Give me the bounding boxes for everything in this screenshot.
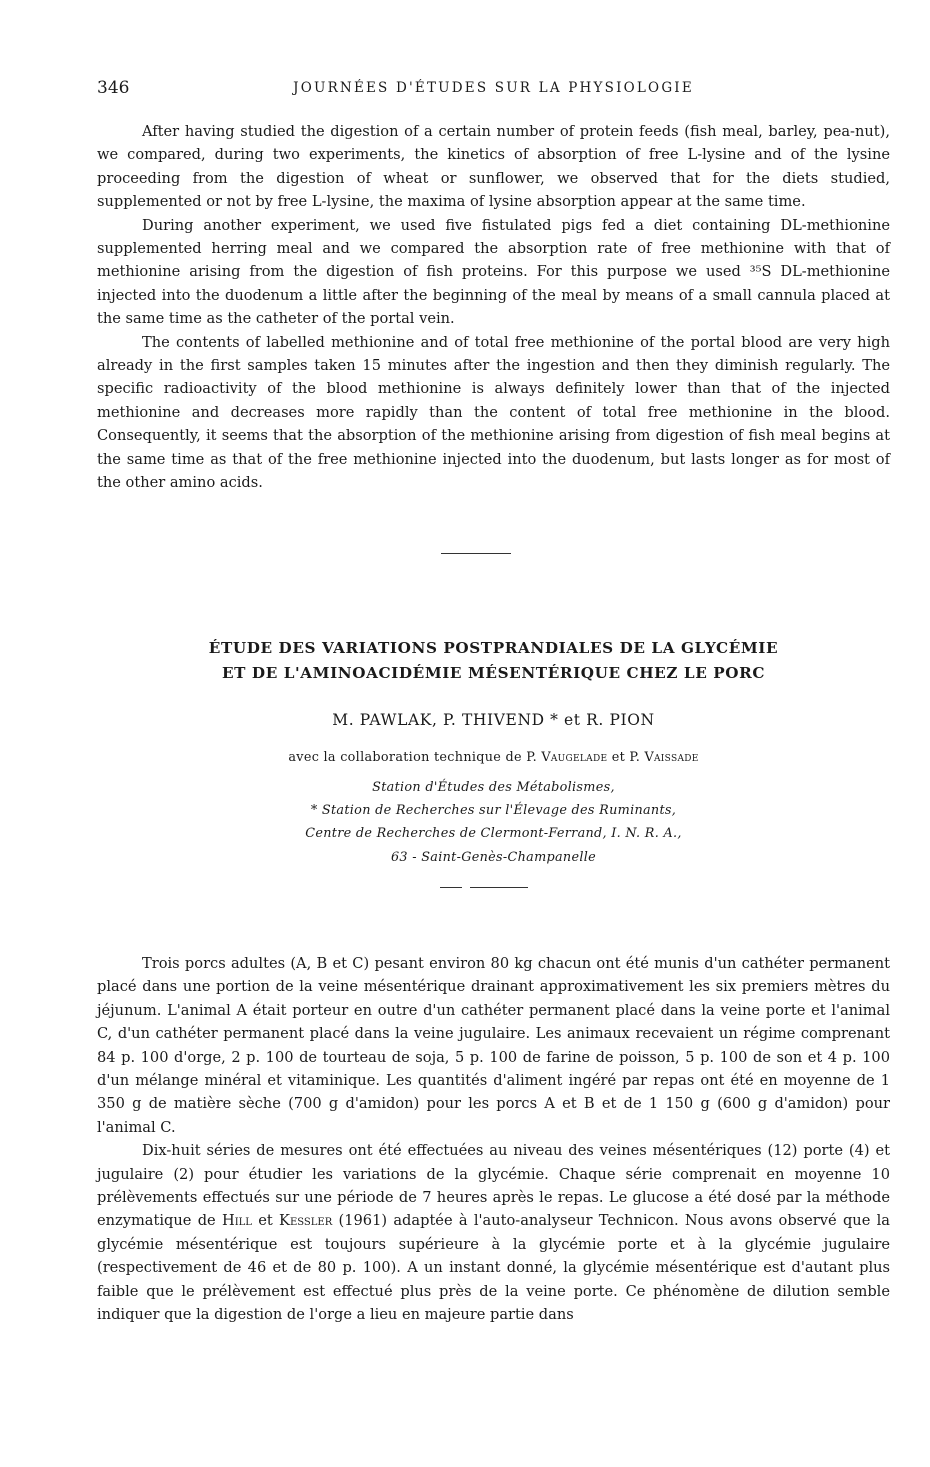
running-head: [97, 78, 890, 102]
title-line: ÉTUDE DES VARIATIONS POSTPRANDIALES DE LA GLYCÉMIE: [208, 639, 779, 657]
collaborator-name: Vaissade: [644, 750, 699, 765]
page-number: 346: [97, 78, 130, 98]
text-run: (1961) adaptée à l'auto-analyseur Technicon. Nous avons observé que la glycémie mésentérique est toujours supérieure à la glycémie porte et à la glycémie jugulaire (respectivement de 46 et de 80 p. 100). A un instant donné, la glycémie mésentérique est d'autant plus faible que le prélèvement est effectué plus près de la veine porte. Ce phénomène de dilution semble indiquer que la digestion de l'orge a lieu en majeure partie dans: [97, 1212, 890, 1324]
reference-author: Kessler: [279, 1212, 333, 1230]
affiliation-line: Centre de Recherches de Clermont-Ferrand, I. N. R. A.,: [305, 826, 682, 842]
reference-author: Hill: [221, 1212, 252, 1230]
header-divider: [440, 887, 528, 891]
paragraph: The contents of labelled methionine and of total free methionine of the portal blood are very high already in the first samples taken 15 minutes after the ingestion and then they diminish regularly. The specific radioactivity of the blood methionine is always definitely lower than that of the injected methionine and decreases more rapidly than the content of total free methionine in the blood. Consequently, it seems that the absorption of the methionine arising from digestion of fish meal begins at the same time as that of the free methionine injected into the duodenum, but lasts longer as for most of the other amino acids.: [97, 333, 890, 492]
affiliation-line: Station d'Études des Métabolismes,: [372, 780, 615, 795]
collaborator-name: Vaugelade: [541, 750, 608, 765]
section-divider: [441, 553, 511, 554]
article-title: [97, 636, 890, 686]
paragraph: After having studied the digestion of a certain number of protein feeds (fish meal, barley, pea-nut), we compared, during two experiments, the kinetics of absorption of free L-lysine and of the lysine proceeding from the digestion of wheat or sunflower, we observed that for the diets studied, supplemented or not by free L-lysine, the maxima of lysine absorption appear at the same time.: [97, 123, 890, 211]
affiliation-line: * Station de Recherches sur l'Élevage des Ruminants,: [310, 803, 677, 819]
collab-mid: et P.: [607, 750, 645, 765]
text-run: Dix-huit séries de mesures ont été effectuées au niveau des veines mésentériques (12) porte (4) et jugulaire (2) pour étudier les variations de la glycémie. Chaque série comprenait en moyenne 10 prélèvements effectués sur une période de 7 heures après le repas. Le glucose a été dosé par la méthode enzymatique de: [97, 1142, 890, 1230]
collab-prefix: avec la collaboration technique de P.: [288, 750, 542, 765]
english-abstract: [97, 120, 890, 495]
affiliation-line: 63 - Saint-Genès-Champanelle: [390, 849, 597, 865]
text-run: et: [251, 1212, 280, 1230]
paragraph: [97, 1139, 890, 1326]
affiliations: [97, 776, 890, 869]
technical-collaboration: [97, 750, 890, 765]
journal-title: JOURNÉES D'ÉTUDES SUR LA PHYSIOLOGIE: [293, 80, 694, 96]
authors: M. PAWLAK, P. THIVEND * et R. PION: [332, 711, 655, 729]
paragraph: During another experiment, we used five fistulated pigs fed a diet containing DL-methionine supplemented herring meal and we compared the absorption rate of free methionine with that of methionine arising from the digestion of fish proteins. For this purpose we used ³⁵S DL-methionine injected into the duodenum a little after the beginning of the meal by means of a small cannula placed at the same time as the catheter of the portal vein.: [97, 216, 890, 328]
paragraph: Trois porcs adultes (A, B et C) pesant environ 80 kg chacun ont été munis d'un cathéter permanent placé dans une portion de la veine mésentérique drainant approximativement les six premiers mètres du jéjunum. L'animal A était porteur en outre d'un cathéter permanent placé dans la veine porte et l'animal C, d'un cathéter permanent placé dans la veine jugulaire. Les animaux recevaient un régime comprenant 84 p. 100 d'orge, 2 p. 100 de tourteau de soja, 5 p. 100 de farine de poisson, 5 p. 100 de son et 4 p. 100 d'un mélange minéral et vitaminique. Les quantités d'aliment ingéré par repas ont été en moyenne de 1 350 g de matière sèche (700 g d'amidon) pour les porcs A et B et de 1 150 g (600 g d'amidon) pour l'animal C.: [97, 955, 890, 1136]
title-line: ET DE L'AMINOACIDÉMIE MÉSENTÉRIQUE CHEZ LE PORC: [221, 664, 766, 682]
french-body: [97, 952, 890, 1327]
